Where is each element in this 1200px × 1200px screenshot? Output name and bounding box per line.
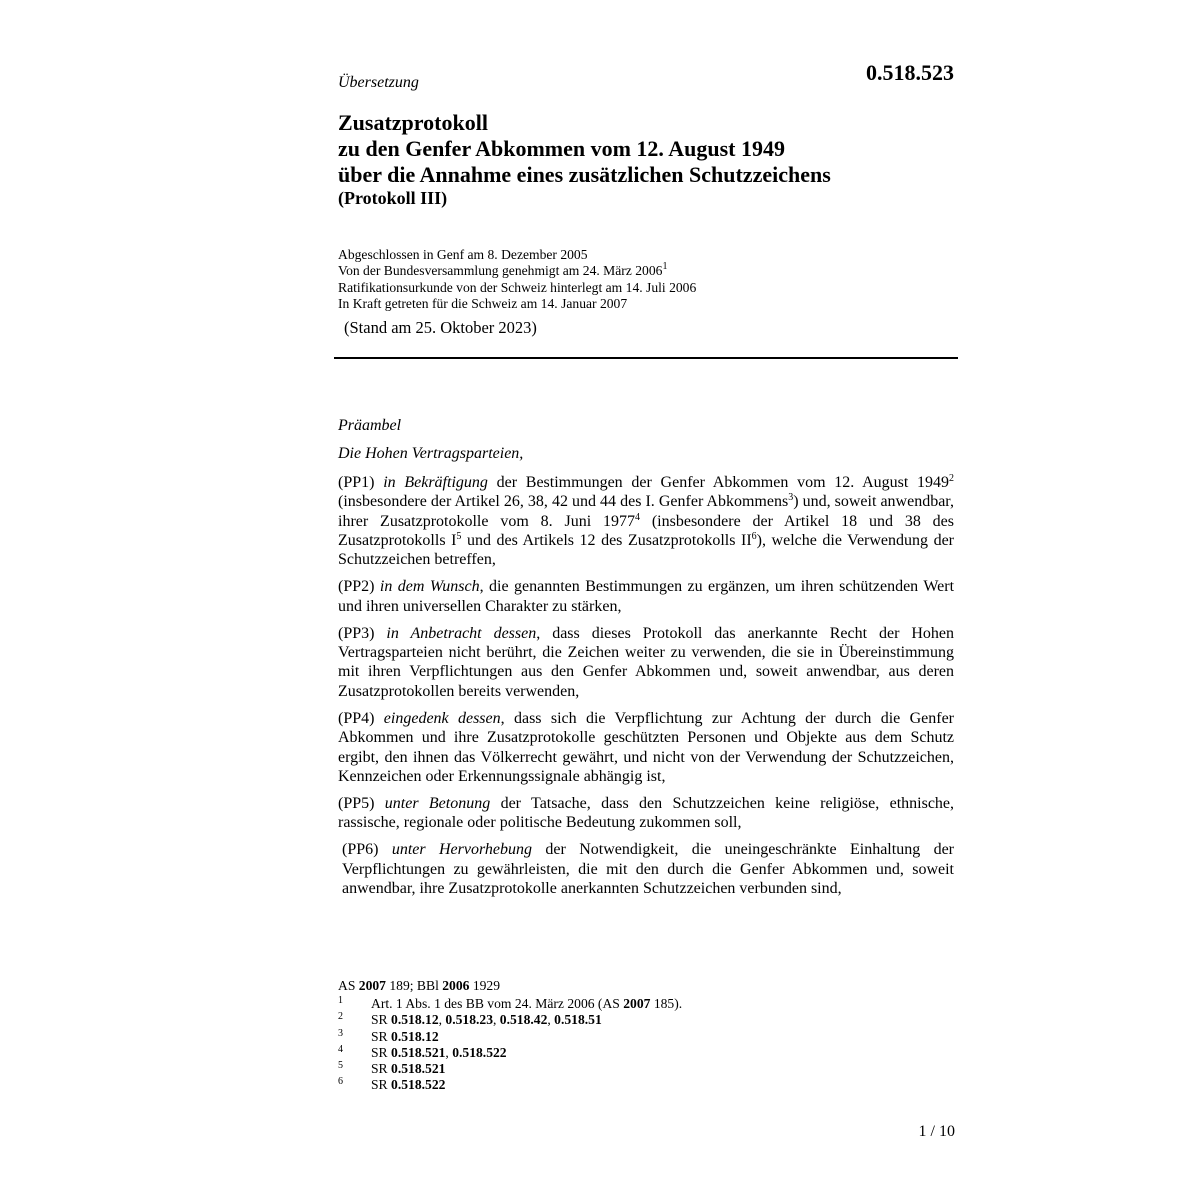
fn-pre: SR <box>371 1077 392 1093</box>
fn-pre: SR <box>371 1061 392 1077</box>
paragraph-pp4 <box>338 709 954 787</box>
footnote-ref-6[interactable]: 6 <box>751 531 757 543</box>
document-metadata <box>338 247 696 313</box>
paragraph-pp5 <box>338 794 954 833</box>
footnote-number: 2 <box>338 1011 343 1023</box>
official-collection-reference <box>338 978 954 994</box>
document-title <box>338 110 978 188</box>
title-line-2: zu den Genfer Abkommen vom 12. August 1949 <box>338 136 785 161</box>
sr-link[interactable]: 0.518.23 <box>445 1012 493 1028</box>
pp3-emphasis: in Anbetracht dessen <box>386 624 537 642</box>
pp3-label: (PP3) <box>338 624 375 642</box>
sr-link[interactable]: 0.518.521 <box>391 1044 446 1060</box>
footnote-text <box>371 996 682 1012</box>
pp4-text: , dass sich die Verpflichtung zur Achtung der durch die Genfer Abkommen und ihre Zusatzprotokolle geschützten Personen und Objekte aus dem Schutz ergibt, den ihnen das Völkerrecht gewährt, und nicht von der Verwendung der Schutzzeichen, Kennzeichen oder Erkennungssignale abhängig ist, <box>338 709 955 785</box>
footnote-ref-4[interactable]: 4 <box>635 511 640 523</box>
meta-genehmigt <box>338 263 696 279</box>
footnote-ref-2[interactable]: 2 <box>949 472 955 484</box>
pp4-emphasis: eingedenk dessen <box>383 709 501 727</box>
pp2-emphasis: in dem Wunsch <box>379 578 480 596</box>
footnote-number: 1 <box>338 995 343 1007</box>
fn-post: 185). <box>650 996 683 1012</box>
footnote-ref-5[interactable]: 5 <box>456 531 462 543</box>
footnote-4 <box>338 1045 954 1061</box>
fn-sep: , <box>445 1044 453 1060</box>
footnote-number: 5 <box>338 1060 343 1072</box>
footnote-5 <box>338 1061 954 1077</box>
footnote-text <box>371 1045 507 1061</box>
pp2-label: (PP2) <box>338 578 375 596</box>
pp5-emphasis: unter Betonung <box>384 794 491 812</box>
fn-bold: 2007 <box>623 996 651 1012</box>
meta-abgeschlossen: Abgeschlossen in Genf am 8. Dezember 2005 <box>338 247 588 262</box>
as-mid: 189; BBl <box>385 978 443 993</box>
pp1-text-4: (insbesondere der Artikel 18 und 38 des Zusatzprotokolls I <box>338 512 955 550</box>
footnote-text <box>371 1029 439 1045</box>
paragraph-pp2 <box>338 577 954 616</box>
footnote-text <box>371 1077 445 1093</box>
pp2-text: , die genannten Bestimmungen zu ergänzen, um ihren schützenden Wert und ihren universellen Charakter zu stärken, <box>338 578 955 615</box>
footnote-number: 3 <box>338 1027 343 1039</box>
meta-inkraft: In Kraft getreten für die Schweiz am 14. Januar 2007 <box>338 296 628 312</box>
footnotes <box>338 978 954 1093</box>
footnote-1 <box>338 996 954 1012</box>
parties-intro: Die Hohen Vertragsparteien, <box>338 445 524 463</box>
sr-link[interactable]: 0.518.12 <box>391 1012 439 1028</box>
stand-date: (Stand am 25. Oktober 2023) <box>344 318 537 337</box>
pp6-emphasis: unter Hervorhebung <box>391 841 533 859</box>
pp3-text: , dass dieses Protokoll das anerkannte Recht der Hohen Vertragsparteien nicht berührt, die Zeichen weiter zu verwenden, die sie in Übereinstimmung mit ihren Verpflichtungen aus den Genfer Abkommen und, soweit anwendbar, aus deren Zusatzprotokollen bereits verwenden, <box>338 624 955 700</box>
title-line-3: über die Annahme eines zusätzlichen Schutzzeichens <box>338 162 831 187</box>
footnote-6 <box>338 1077 954 1093</box>
header-divider <box>334 357 958 359</box>
pp1-emphasis: in Bekräftigung <box>383 473 488 491</box>
footnote-text <box>371 1012 602 1028</box>
pp5-label: (PP5) <box>338 794 375 812</box>
sr-link[interactable]: 0.518.51 <box>554 1012 602 1028</box>
paragraph-pp6 <box>338 840 954 898</box>
pp1-label: (PP1) <box>338 473 375 491</box>
footnote-ref-3[interactable]: 3 <box>788 492 794 504</box>
pp1-text-2: (insbesondere der Artikel 26, 38, 42 und 44 des I. Genfer Abkommens <box>338 493 789 511</box>
footnote-number: 4 <box>338 1043 343 1055</box>
pp5-text: der Tatsache, dass den Schutzzeichen keine religiöse, ethnische, rassische, regionale oder politische Bedeutung zukommen soll, <box>338 794 955 832</box>
bbl-year: 2006 <box>442 978 470 993</box>
paragraph-pp3 <box>338 624 954 702</box>
fn-sep: , <box>547 1012 555 1028</box>
pp1-text-1: der Bestimmungen der Genfer Abkommen vom 12. August 1949 <box>487 473 950 491</box>
fn-sep: , <box>438 1012 446 1028</box>
bbl-page: 1929 <box>469 978 501 993</box>
footnote-3 <box>338 1029 954 1045</box>
sr-link[interactable]: 0.518.42 <box>499 1012 548 1028</box>
sr-link[interactable]: 0.518.522 <box>452 1044 507 1060</box>
pp1-text-3: ) und, soweit anwendbar, ihrer Zusatzprotokolle vom 8. Juni 1977 <box>338 493 954 530</box>
preamble-body <box>338 416 954 906</box>
page-number: 1 / 10 <box>918 1123 955 1140</box>
as-year: 2007 <box>358 978 386 993</box>
translation-label: Übersetzung <box>338 74 419 91</box>
pp6-label: (PP6) <box>342 841 379 859</box>
title-line-1: Zusatzprotokoll <box>338 110 488 135</box>
meta-ratifikation: Ratifikationsurkunde von der Schweiz hinterlegt am 14. Juli 2006 <box>338 279 697 295</box>
sr-number: 0.518.523 <box>866 60 954 85</box>
fn-pre: SR <box>371 1044 392 1060</box>
paragraph-pp1 <box>338 473 954 570</box>
footnote-2 <box>338 1012 954 1028</box>
pp1-text-5: und des Artikels 12 des Zusatzprotokolls II <box>461 532 752 550</box>
fn-sep: , <box>492 1012 500 1028</box>
as-prefix: AS <box>338 978 359 993</box>
footnote-text <box>371 1061 445 1077</box>
document-subtitle: (Protokoll III) <box>338 188 448 208</box>
sr-link[interactable]: 0.518.521 <box>391 1061 446 1077</box>
meta-genehmigt-text: Von der Bundesversammlung genehmigt am 24. März 2006 <box>338 263 663 279</box>
fn-pre: SR <box>371 1012 392 1028</box>
footnote-number: 6 <box>338 1076 343 1088</box>
preamble-heading: Präambel <box>338 417 402 434</box>
footnote-ref-1[interactable]: 1 <box>662 261 668 273</box>
pp6-text: der Notwendigkeit, die uneingeschränkte Einhaltung der Verpflichtungen zu gewährleisten, die mit den durch die Genfer Abkommen und, soweit anwendbar, ihre Zusatzprotokolle anerkannten Schutzzeichen verbunden sind, <box>342 841 955 898</box>
fn-pre: SR <box>371 1028 392 1044</box>
sr-link[interactable]: 0.518.522 <box>391 1077 446 1093</box>
sr-link[interactable]: 0.518.12 <box>391 1028 439 1044</box>
fn-pre: Art. 1 Abs. 1 des BB vom 24. März 2006 (AS <box>371 996 624 1012</box>
pp1-text-6: ), welche die Verwendung der Schutzzeichen betreffen, <box>338 532 954 569</box>
pp4-label: (PP4) <box>338 709 375 727</box>
